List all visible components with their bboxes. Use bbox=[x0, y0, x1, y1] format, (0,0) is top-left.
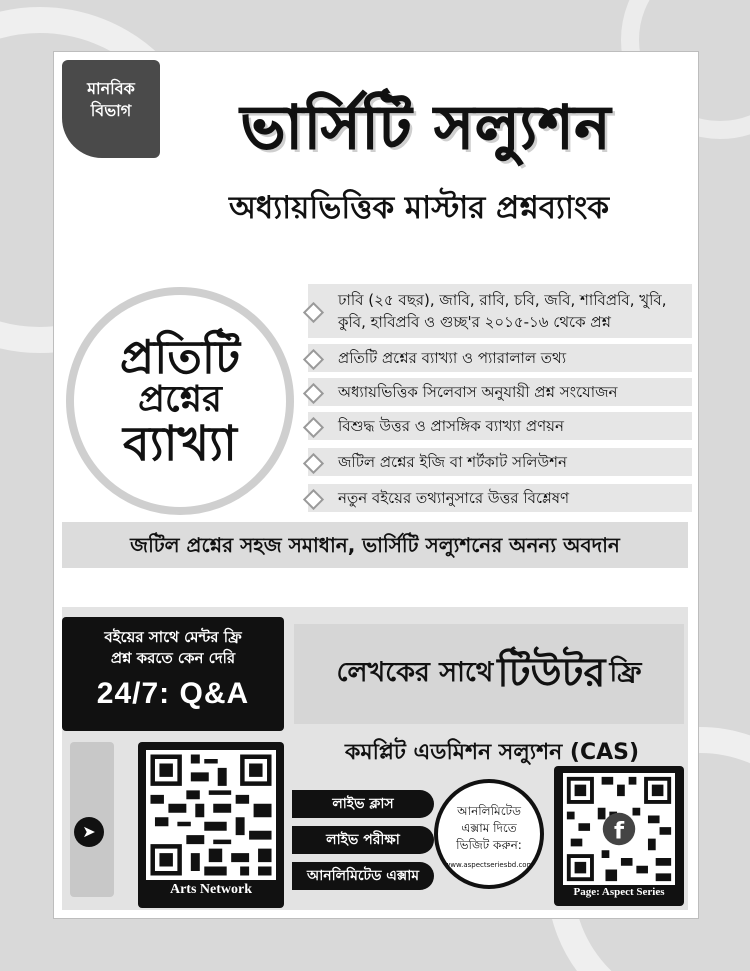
diamond-icon bbox=[303, 302, 324, 323]
ring-line-3: ভিজিট করুন: bbox=[456, 838, 522, 852]
feature-text: বিশুদ্ধ উত্তর ও প্রাসঙ্গিক ব্যাখ্যা প্রণয়ন bbox=[338, 417, 564, 435]
cas-pill: লাইভ ক্লাস bbox=[292, 790, 434, 818]
svg-text:f: f bbox=[613, 817, 625, 845]
cas-title: কমপ্লিট এডমিশন সল্যুশন (CAS) bbox=[344, 740, 640, 765]
feature-item bbox=[308, 448, 692, 476]
feature-text: অধ্যায়ভিত্তিক সিলেবাস অনুযায়ী প্রশ্ন সংযোজন bbox=[338, 383, 618, 401]
circle-line-1: প্রতিটি bbox=[119, 329, 241, 384]
cas-pill: লাইভ পরীক্ষা bbox=[292, 826, 434, 854]
main-title: ভার্সিটি সল্যুশন bbox=[240, 93, 612, 163]
diamond-icon bbox=[303, 349, 324, 370]
qa-box bbox=[62, 617, 284, 731]
qr-code-icon bbox=[563, 773, 675, 885]
feature-item bbox=[308, 284, 692, 338]
department-line-1: মানবিক bbox=[87, 79, 135, 98]
qr-right-label: Page: Aspect Series bbox=[573, 886, 665, 898]
diamond-icon bbox=[303, 489, 324, 510]
subtitle: অধ্যায়ভিত্তিক মাস্টার প্রশ্নব্যাংক bbox=[228, 190, 610, 226]
telegram-icon[interactable]: ➤ bbox=[74, 817, 104, 847]
qa-label: 24/7: Q&A bbox=[96, 677, 250, 710]
tutor-prefix: লেখকের সাথে bbox=[336, 656, 494, 688]
feature-item bbox=[308, 412, 692, 440]
visit-ring bbox=[434, 779, 544, 889]
tutor-highlight: টিউটর bbox=[497, 649, 606, 696]
qr-left-label: Arts Network bbox=[169, 882, 253, 897]
cas-pill: আনলিমিটেড এক্সাম bbox=[292, 862, 434, 890]
qa-line-2: প্রশ্ন করতে কেন দেরি bbox=[110, 649, 236, 667]
circle-line-2: প্রশ্নের bbox=[138, 379, 222, 421]
feature-item bbox=[308, 378, 692, 406]
circle-line-3: ব্যাখ্যা bbox=[123, 415, 237, 472]
tutor-suffix: ফ্রি bbox=[609, 656, 642, 688]
qr-code-icon bbox=[146, 750, 276, 880]
ring-line-1: আনলিমিটেড bbox=[457, 804, 521, 818]
ring-line-2: এক্সাম দিতে bbox=[461, 821, 517, 835]
feature-text: ঢাবি (২৫ বছর), জাবি, রাবি, চবি, জবি, শাবিপ্রবি, খুবি, কুবি, হাবিপ্রবি ও গুচ্ছ'র ২০১৫-১৬ থেকে প্রশ্ন bbox=[338, 291, 667, 331]
poster-card bbox=[54, 52, 698, 918]
diamond-icon bbox=[303, 417, 324, 438]
department-line-2: বিভাগ bbox=[90, 101, 132, 120]
feature-text: জটিল প্রশ্নের ইজি বা শর্টকাট সলিউশন bbox=[338, 453, 567, 471]
ring-url[interactable]: www.aspectseriesbd.com bbox=[444, 861, 534, 869]
qr-left[interactable] bbox=[138, 742, 284, 908]
tagline-banner: জটিল প্রশ্নের সহজ সমাধান, ভার্সিটি সল্যুশনের অনন্য অবদান bbox=[62, 522, 688, 568]
feature-text: প্রতিটি প্রশ্নের ব্যাখ্যা ও প্যারালাল তথ্য bbox=[338, 349, 567, 367]
feature-text: নতুন বইয়ের তথ্যানুসারে উত্তর বিশ্লেষণ bbox=[338, 489, 570, 507]
feature-item bbox=[308, 484, 692, 512]
qr-right[interactable] bbox=[554, 766, 684, 906]
tutor-banner bbox=[294, 624, 684, 724]
diamond-icon bbox=[303, 453, 324, 474]
explanation-circle bbox=[66, 287, 294, 515]
department-tag bbox=[62, 60, 160, 158]
diamond-icon bbox=[303, 383, 324, 404]
feature-item bbox=[308, 344, 692, 372]
qa-line-1: বইয়ের সাথে মেন্টর ফ্রি bbox=[104, 628, 242, 646]
